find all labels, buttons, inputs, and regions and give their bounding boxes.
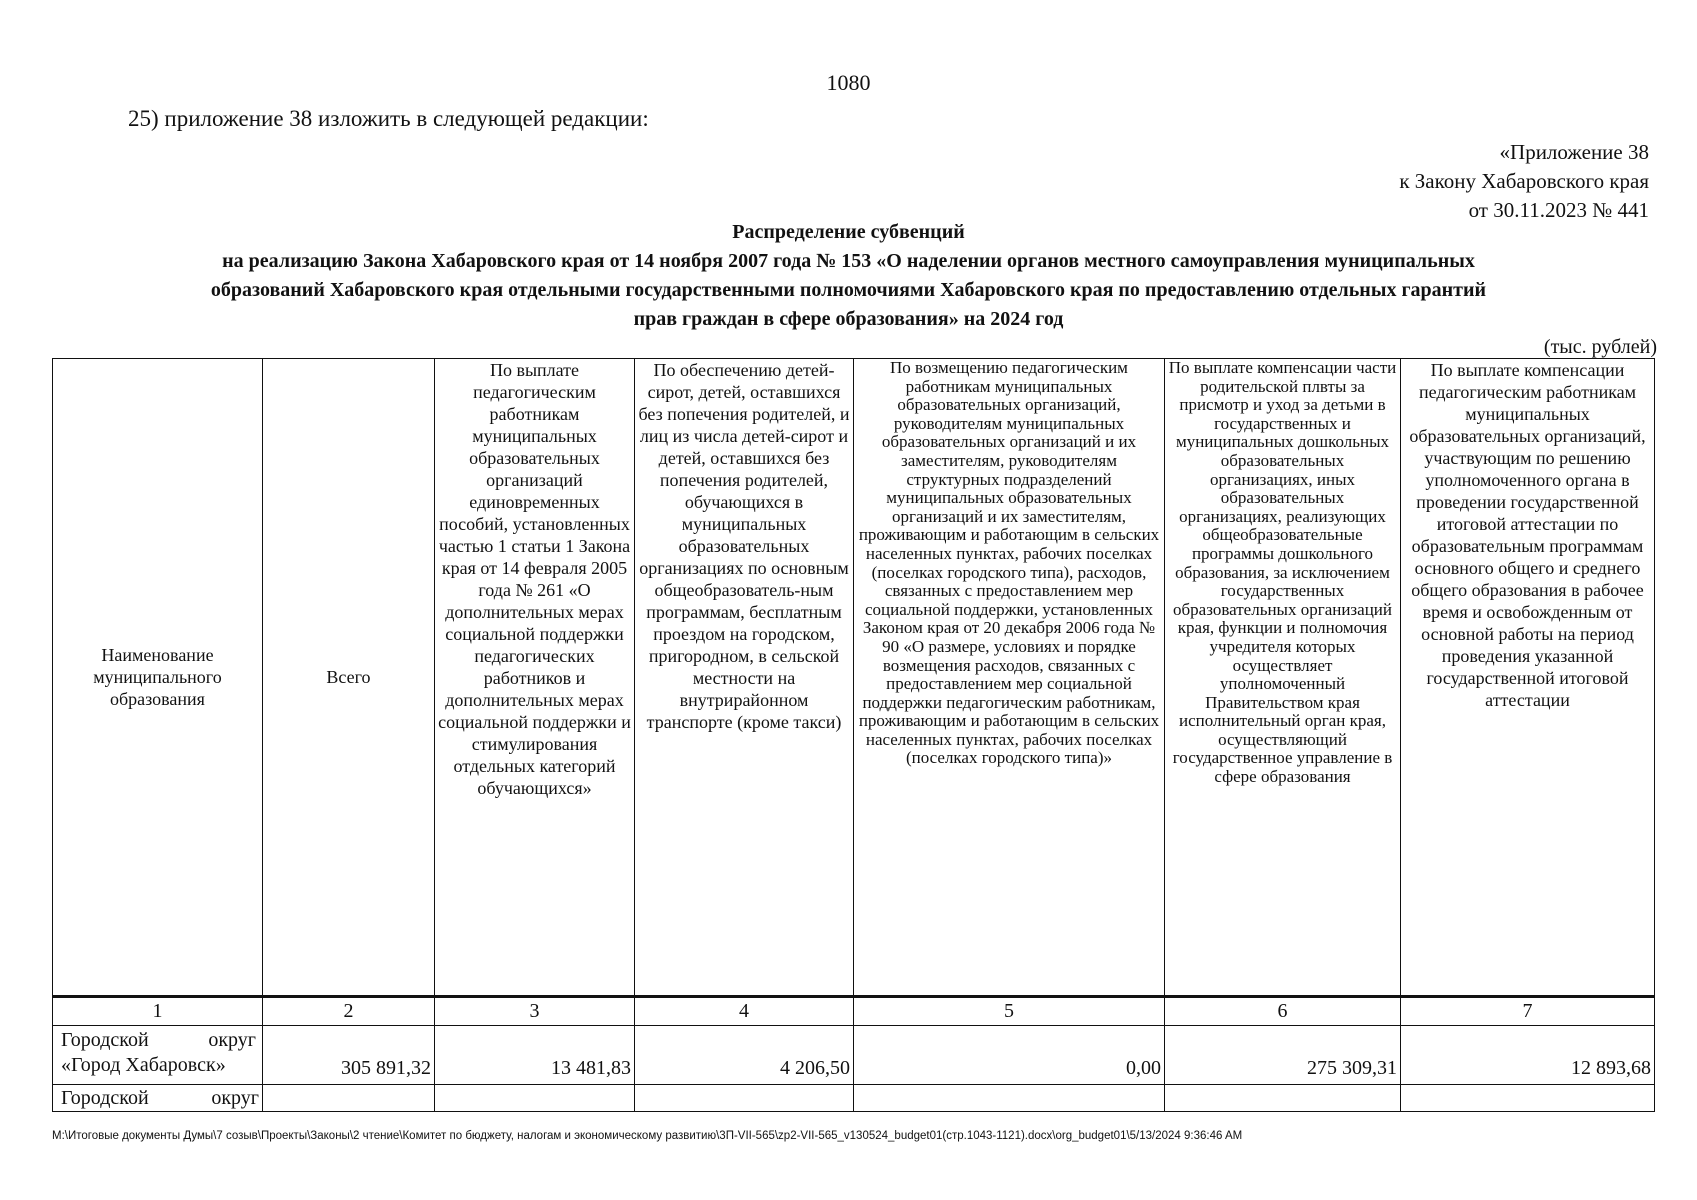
appendix-line: к Закону Хабаровского края [1399,169,1649,193]
intro-text: 25) приложение 38 изложить в следующей редакции: [128,106,649,131]
value-cell-col7: 12 893,68 [1401,1026,1655,1085]
header-cell-col4: По обеспечению детей-сирот, детей, оставшихся без попечения родителей, и лиц из числа детей-сирот и детей, оставшихся без попечения родителей, обучающихся в муниципальных образовательных организациях по основным общеобразователь-ным программам, бесплатным проездом на городском, пригородном, в сельской местности на внутрирайонном транспорте (кроме такси) [635,359,854,997]
subvention-table [52,358,1655,1112]
value-cell-col4: 4 206,50 [635,1026,854,1085]
title-line: Распределение субвенций [732,221,965,243]
header-cell-col7: По выплате компенсации педагогическим работникам муниципальных образовательных организаций, участвующим по решению уполномоченного органа в проведении государственной итоговой аттестации по образовательным программам основного общего и среднего общего образования в рабочее время и освобожденным от основной работы на период проведения указанной государственной итоговой аттестации [1401,359,1655,997]
municipality-name-line [61,1087,259,1110]
header-cell-total: Всего [263,359,435,997]
municipality-name-word: Городской [61,1086,149,1109]
column-number: 5 [854,997,1165,1026]
municipality-name-word: Городской [61,1029,149,1051]
header-cell-col3: По выплате педагогическим работникам муниципальных образовательных организаций единовременных пособий, установленных частью 1 статьи 1 Закона края от 14 февраля 2005 года № 261 «О дополнительных мерах социальной поддержки педагогических работников и дополнительных мерах социальной поддержки и стимулирования отдельных категорий обучающихся» [435,359,635,997]
table-row [53,1026,1655,1085]
title-line: на реализацию Закона Хабаровского края от 14 ноября 2007 года № 153 «О наделении органов местного самоуправления муниципальных [222,250,1475,272]
municipality-name-line [61,1028,256,1053]
column-number-row [53,997,1655,1026]
value-cell-col6 [1165,1085,1401,1112]
appendix-reference [1399,138,1649,225]
value-cell-total [263,1085,435,1112]
value-cell-col5 [854,1085,1165,1112]
column-number: 1 [53,997,263,1026]
value-cell-col4 [635,1085,854,1112]
column-number: 7 [1401,997,1655,1026]
title-line: образований Хабаровского края отдельными государственными полномочиями Хабаровского края по предоставлению отдельных гарантий [210,279,1487,301]
municipality-name-cell [53,1026,263,1085]
header-cell-col6: По выплате компенсации части родительской плвты за присмотр и уход за детьми в государственных и муниципальных дошкольных образовательных организациях, иных образовательных организациях, реализующих общеобразовательные программы дошкольного образования, за исключением государственных образовательных организаций края, функции и полномочия учредителя которых осуществляет уполномоченный Правительством края исполнительный орган края, осуществляющий государственное управление в сфере образования [1165,359,1401,997]
title-line: прав граждан в сфере образования» на 2024 год [633,308,1064,330]
units-label: (тыс. рублей) [1543,336,1657,358]
page-number: 1080 [826,70,871,95]
column-number: 2 [263,997,435,1026]
document-title [60,218,1637,334]
header-row [53,359,1655,997]
header-cell-col5: По возмещению педагогическим работникам муниципальных образовательных организаций, руководителям муниципальных образовательных организаций и их заместителям, руководителям структурных подразделений муниципальных образовательных организаций и их заместителям, проживающим и работающим в сельских населенных пунктах, рабочих поселках (поселках городского типа), расходов, связанных с предоставлением мер социальной поддержки, установленных Законом края от 20 декабря 2006 года № 90 «О размере, условиях и порядке возмещения расходов, связанных с предоставлением мер социальной поддержки педагогическим работникам, проживающим и работающим в сельских населенных пунктах, рабочих поселках (поселках городского типа)» [854,359,1165,997]
value-cell-col3 [435,1085,635,1112]
value-cell-total: 305 891,32 [263,1026,435,1085]
column-number: 3 [435,997,635,1026]
value-cell-col3: 13 481,83 [435,1026,635,1085]
table-row [53,1085,1655,1112]
municipality-name-word: округ [208,1029,256,1051]
municipality-name-word: округ [211,1086,259,1109]
appendix-line: «Приложение 38 [1499,140,1649,164]
value-cell-col5: 0,00 [854,1026,1165,1085]
file-path-footer: M:\Итоговые документы Думы\7 созыв\Проекты\Законы\2 чтение\Комитет по бюджету, налогам и экономическому развитию\3П-VII-565\zp2-VII-565_v130524_budget01(стр.1043-1121).docx\org_budget01\5/13/2024 9:36:46 AM [52,1130,1243,1142]
value-cell-col7 [1401,1085,1655,1112]
municipality-name-line: «Город Хабаровск» [61,1054,226,1076]
column-number: 4 [635,997,854,1026]
municipality-name-cell [53,1085,263,1112]
column-number: 6 [1165,997,1401,1026]
value-cell-col6: 275 309,31 [1165,1026,1401,1085]
header-cell-municipality: Наименование муниципального образования [53,359,263,997]
appendix-line: от 30.11.2023 № 441 [1468,198,1649,222]
